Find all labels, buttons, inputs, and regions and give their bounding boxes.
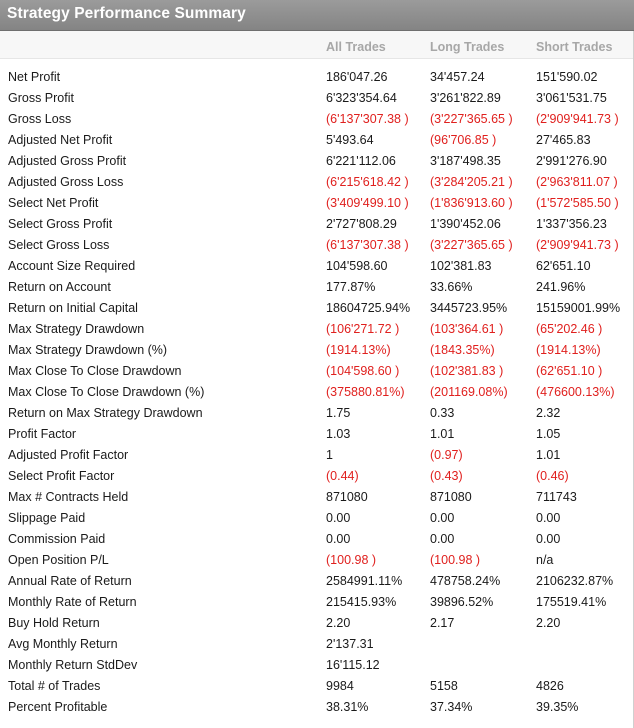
short-trades-value: 2106232.87% [536, 574, 614, 588]
row-label: Avg Monthly Return [8, 637, 118, 651]
table-row[interactable] [0, 172, 634, 193]
long-trades-value: (3'227'365.65 ) [430, 112, 513, 126]
table-row[interactable] [0, 151, 634, 172]
all-trades-value: (104'598.60 ) [326, 364, 400, 378]
short-trades-value: 4826 [536, 679, 564, 693]
all-trades-value: 5'493.64 [326, 133, 374, 147]
table-row[interactable] [0, 613, 634, 634]
table-row[interactable] [0, 298, 634, 319]
table-row[interactable] [0, 130, 634, 151]
long-trades-value: 3445723.95% [430, 301, 508, 315]
long-trades-value: (96'706.85 ) [430, 133, 497, 147]
short-trades-value: (65'202.46 ) [536, 322, 603, 336]
all-trades-value: 186'047.26 [326, 70, 388, 84]
table-row[interactable] [0, 403, 634, 424]
long-trades-value: 1'390'452.06 [430, 217, 501, 231]
all-trades-value: (1914.13%) [326, 343, 391, 357]
row-label: Max # Contracts Held [8, 490, 129, 504]
column-header-row [0, 31, 634, 59]
long-trades-value: (201169.08%) [430, 385, 508, 399]
table-row[interactable] [0, 550, 634, 571]
long-trades-value: (0.43) [430, 469, 463, 483]
table-row[interactable] [0, 88, 634, 109]
row-label: Adjusted Net Profit [8, 133, 113, 147]
all-trades-value: 9984 [326, 679, 354, 693]
table-row[interactable] [0, 697, 634, 718]
table-row[interactable] [0, 277, 634, 298]
long-trades-value: (102'381.83 ) [430, 364, 504, 378]
all-trades-value: 2'137.31 [326, 637, 374, 651]
row-label: Monthly Rate of Return [8, 595, 137, 609]
short-trades-value: (1914.13%) [536, 343, 601, 357]
short-trades-value: 2'991'276.90 [536, 154, 607, 168]
long-trades-value: (1843.35%) [430, 343, 495, 357]
column-header-long-trades[interactable]: Long Trades [430, 40, 505, 54]
row-label: Gross Loss [8, 112, 72, 126]
short-trades-value: 1'337'356.23 [536, 217, 607, 231]
row-label: Adjusted Profit Factor [8, 448, 129, 462]
long-trades-value: 5158 [430, 679, 458, 693]
short-trades-value: (2'909'941.73 ) [536, 112, 619, 126]
long-trades-value: (103'364.61 ) [430, 322, 504, 336]
row-label: Account Size Required [8, 259, 136, 273]
short-trades-value: (2'963'811.07 ) [536, 175, 618, 189]
long-trades-value: 1.01 [430, 427, 455, 441]
title-bar [0, 0, 634, 31]
row-label: Max Strategy Drawdown (%) [8, 343, 168, 357]
all-trades-value: 38.31% [326, 700, 369, 714]
all-trades-value: (106'271.72 ) [326, 322, 400, 336]
all-trades-value: (6'137'307.38 ) [326, 238, 409, 252]
table-row[interactable] [0, 361, 634, 382]
long-trades-value: 2.17 [430, 616, 455, 630]
window-title: Strategy Performance Summary [7, 5, 246, 22]
all-trades-value: (375880.81%) [326, 385, 405, 399]
short-trades-value: 241.96% [536, 280, 586, 294]
row-label: Open Position P/L [8, 553, 109, 567]
short-trades-value: 2.20 [536, 616, 561, 630]
short-trades-value: 1.01 [536, 448, 561, 462]
short-trades-value: 62'651.10 [536, 259, 591, 273]
table-row[interactable] [0, 529, 634, 550]
short-trades-value: 151'590.02 [536, 70, 598, 84]
all-trades-value: 1 [326, 448, 333, 462]
short-trades-value: 1.05 [536, 427, 561, 441]
row-label: Select Gross Loss [8, 238, 110, 252]
long-trades-value: 37.34% [430, 700, 473, 714]
long-trades-value: (3'284'205.21 ) [430, 175, 513, 189]
all-trades-value: 177.87% [326, 280, 376, 294]
long-trades-value: 0.33 [430, 406, 455, 420]
row-label: Select Net Profit [8, 196, 99, 210]
short-trades-value: 27'465.83 [536, 133, 591, 147]
table-row[interactable] [0, 445, 634, 466]
row-label: Return on Initial Capital [8, 301, 138, 315]
table-row[interactable] [0, 508, 634, 529]
table-row[interactable] [0, 676, 634, 697]
row-label: Buy Hold Return [8, 616, 100, 630]
long-trades-value: 3'261'822.89 [430, 91, 501, 105]
row-label: Annual Rate of Return [8, 574, 132, 588]
table-row[interactable] [0, 592, 634, 613]
table-row[interactable] [0, 487, 634, 508]
long-trades-value: 871080 [430, 490, 472, 504]
row-label: Return on Account [8, 280, 111, 294]
long-trades-value: 3'187'498.35 [430, 154, 501, 168]
table-row[interactable] [0, 424, 634, 445]
row-label: Slippage Paid [8, 511, 86, 525]
long-trades-value: 478758.24% [430, 574, 501, 588]
row-label: Commission Paid [8, 532, 106, 546]
row-label: Monthly Return StdDev [8, 658, 138, 672]
long-trades-value: 34'457.24 [430, 70, 485, 84]
short-trades-value: (0.46) [536, 469, 569, 483]
all-trades-value: 2584991.11% [326, 574, 403, 588]
table-row[interactable] [0, 340, 634, 361]
all-trades-value: 2.20 [326, 616, 351, 630]
all-trades-value: 16'115.12 [326, 658, 380, 672]
row-label: Gross Profit [8, 91, 74, 105]
all-trades-value: 0.00 [326, 511, 351, 525]
row-label: Max Strategy Drawdown [8, 322, 145, 336]
all-trades-value: (6'137'307.38 ) [326, 112, 409, 126]
all-trades-value: 215415.93% [326, 595, 397, 609]
table-row[interactable] [0, 319, 634, 340]
long-trades-value: 39896.52% [430, 595, 494, 609]
all-trades-value: 104'598.60 [326, 259, 388, 273]
long-trades-value: 0.00 [430, 532, 455, 546]
table-row[interactable] [0, 235, 634, 256]
long-trades-value: (3'227'365.65 ) [430, 238, 513, 252]
row-label: Profit Factor [8, 427, 77, 441]
all-trades-value: (100.98 ) [326, 553, 377, 567]
row-label: Adjusted Gross Loss [8, 175, 124, 189]
short-trades-value: 711743 [536, 490, 577, 504]
long-trades-value: (1'836'913.60 ) [430, 196, 513, 210]
table-row[interactable] [0, 109, 634, 130]
row-label: Total # of Trades [8, 679, 101, 693]
all-trades-value: 871080 [326, 490, 368, 504]
short-trades-value: (62'651.10 ) [536, 364, 603, 378]
table-row[interactable] [0, 634, 634, 655]
column-header-short-trades[interactable]: Short Trades [536, 40, 613, 54]
all-trades-value: (3'409'499.10 ) [326, 196, 409, 210]
short-trades-value: 15159001.99% [536, 301, 621, 315]
row-label: Max Close To Close Drawdown [8, 364, 182, 378]
table-row[interactable] [0, 571, 634, 592]
all-trades-value: 18604725.94% [326, 301, 411, 315]
short-trades-value: 0.00 [536, 511, 561, 525]
all-trades-value: 2'727'808.29 [326, 217, 397, 231]
row-label: Max Close To Close Drawdown (%) [8, 385, 205, 399]
row-label: Return on Max Strategy Drawdown [8, 406, 203, 420]
table-row[interactable] [0, 214, 634, 235]
all-trades-value: (6'215'618.42 ) [326, 175, 409, 189]
short-trades-value: 3'061'531.75 [536, 91, 607, 105]
row-label: Percent Profitable [8, 700, 108, 714]
long-trades-value: (0.97) [430, 448, 463, 462]
short-trades-value: 0.00 [536, 532, 561, 546]
row-label: Adjusted Gross Profit [8, 154, 127, 168]
table-row[interactable] [0, 382, 634, 403]
all-trades-value: 6'221'112.06 [326, 154, 396, 168]
short-trades-value: 39.35% [536, 700, 579, 714]
table-row[interactable] [0, 193, 634, 214]
row-label: Net Profit [8, 70, 61, 84]
short-trades-value: (476600.13%) [536, 385, 615, 399]
all-trades-value: 1.75 [326, 406, 351, 420]
table-row[interactable] [0, 67, 634, 88]
row-label: Select Profit Factor [8, 469, 115, 483]
all-trades-value: 6'323'354.64 [326, 91, 397, 105]
long-trades-value: (100.98 ) [430, 553, 481, 567]
long-trades-value: 0.00 [430, 511, 455, 525]
short-trades-value: 2.32 [536, 406, 561, 420]
long-trades-value: 33.66% [430, 280, 473, 294]
column-header-all-trades[interactable]: All Trades [326, 40, 386, 54]
all-trades-value: (0.44) [326, 469, 359, 483]
short-trades-value: n/a [536, 553, 554, 567]
short-trades-value: (2'909'941.73 ) [536, 238, 619, 252]
table-row[interactable] [0, 466, 634, 487]
table-row[interactable] [0, 256, 634, 277]
row-label: Select Gross Profit [8, 217, 113, 231]
short-trades-value: (1'572'585.50 ) [536, 196, 619, 210]
all-trades-value: 0.00 [326, 532, 351, 546]
all-trades-value: 1.03 [326, 427, 351, 441]
long-trades-value: 102'381.83 [430, 259, 492, 273]
table-row[interactable] [0, 655, 634, 676]
short-trades-value: 175519.41% [536, 595, 607, 609]
